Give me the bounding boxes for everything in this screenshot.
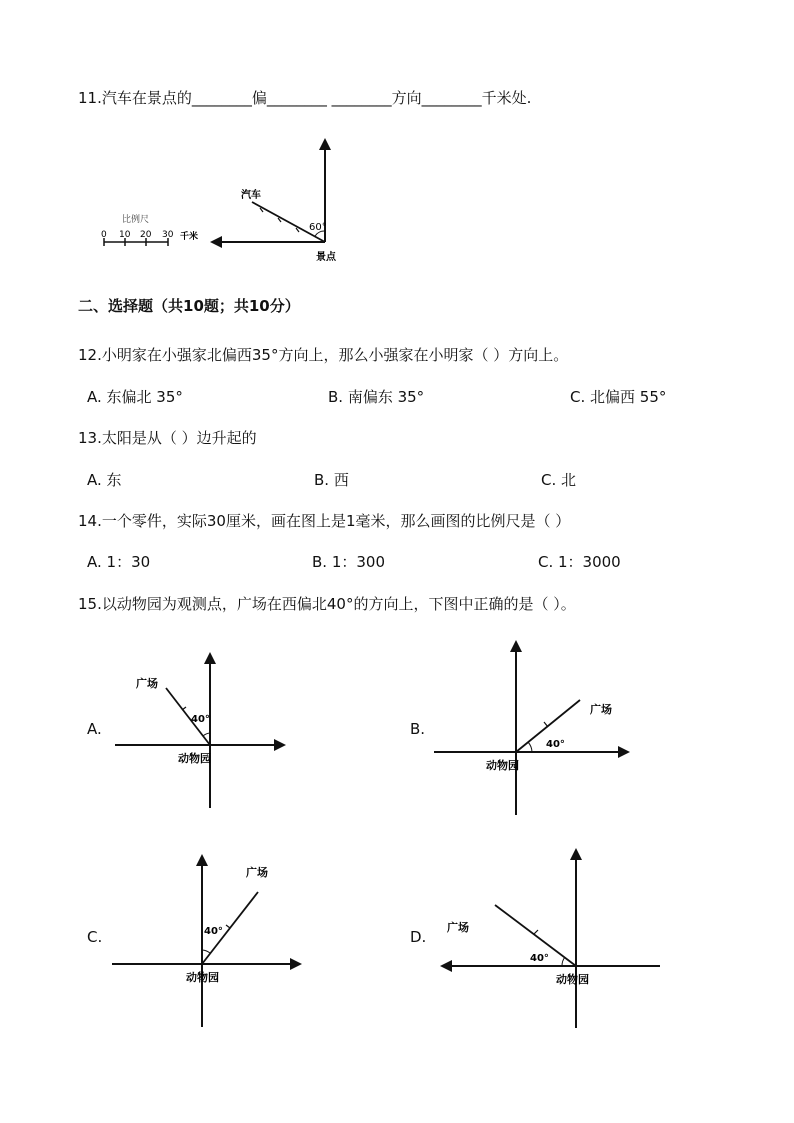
q12-option-c: C. 北偏西 55° <box>570 388 667 406</box>
q11-car-label: 汽车 <box>241 190 261 201</box>
q11-spot-label: 景点 <box>316 252 336 263</box>
q13-text: 13.太阳是从（ ）边升起的 <box>78 429 257 447</box>
square-label: 广场 <box>590 703 612 716</box>
q15-option-a-label: A. <box>87 720 102 738</box>
q11-scale-unit: 千米 <box>180 232 199 242</box>
angle-label: 40° <box>546 739 565 750</box>
q12-option-b: B. 南偏东 35° <box>328 388 425 406</box>
north-arrowhead <box>570 848 582 860</box>
q11-scale-tick-label: 0 <box>101 230 107 240</box>
angle-label: 40° <box>191 714 210 725</box>
zoo-label: 动物园 <box>178 752 211 765</box>
q14-text: 14.一个零件，实际30厘米，画在图上是1毫米，那么画图的比例尺是（ ） <box>78 512 571 530</box>
angle-label: 40° <box>530 953 549 964</box>
square-label: 广场 <box>136 677 158 690</box>
q11-text: 11.汽车在景点的________偏________ ________方向________千米处. <box>78 89 532 107</box>
ray-tick <box>534 930 538 934</box>
q11-scale-tick-label: 10 <box>119 230 131 240</box>
square-label: 广场 <box>246 866 268 879</box>
q11-scale-tick-label: 30 <box>162 230 174 240</box>
q13-option-b: B. 西 <box>314 471 349 489</box>
q11-scale-title: 比例尺 <box>122 215 150 225</box>
section-title: 二、选择题（共10题；共10分） <box>78 297 300 315</box>
zoo-label: 动物园 <box>486 759 519 772</box>
zoo-label: 动物园 <box>556 973 589 986</box>
angle-arc <box>562 957 565 966</box>
square-label: 广场 <box>447 921 469 934</box>
q14-option-a: A. 1：30 <box>87 553 151 571</box>
q12-text: 12.小明家在小强家北偏西35°方向上，那么小强家在小明家（ ）方向上。 <box>78 346 569 364</box>
q15-option-b-label: B. <box>410 720 426 738</box>
q11-angle-label: 60° <box>309 222 327 233</box>
q14-option-c: C. 1：3000 <box>538 553 621 571</box>
q15-option-d-label: D. <box>410 928 427 946</box>
q11-scale-tick-label: 20 <box>140 230 152 240</box>
q15-text: 15.以动物园为观测点，广场在西偏北40°的方向上，下图中正确的是（ ）。 <box>78 595 576 613</box>
zoo-label: 动物园 <box>186 971 219 984</box>
q13-option-c: C. 北 <box>541 471 577 489</box>
q14-option-b: B. 1：300 <box>312 553 386 571</box>
q12-option-a: A. 东偏北 35° <box>87 388 183 406</box>
west-arrowhead <box>440 960 452 972</box>
q15-option-c-label: C. <box>87 928 103 946</box>
angle-label: 40° <box>204 926 223 937</box>
q13-option-a: A. 东 <box>87 471 122 489</box>
